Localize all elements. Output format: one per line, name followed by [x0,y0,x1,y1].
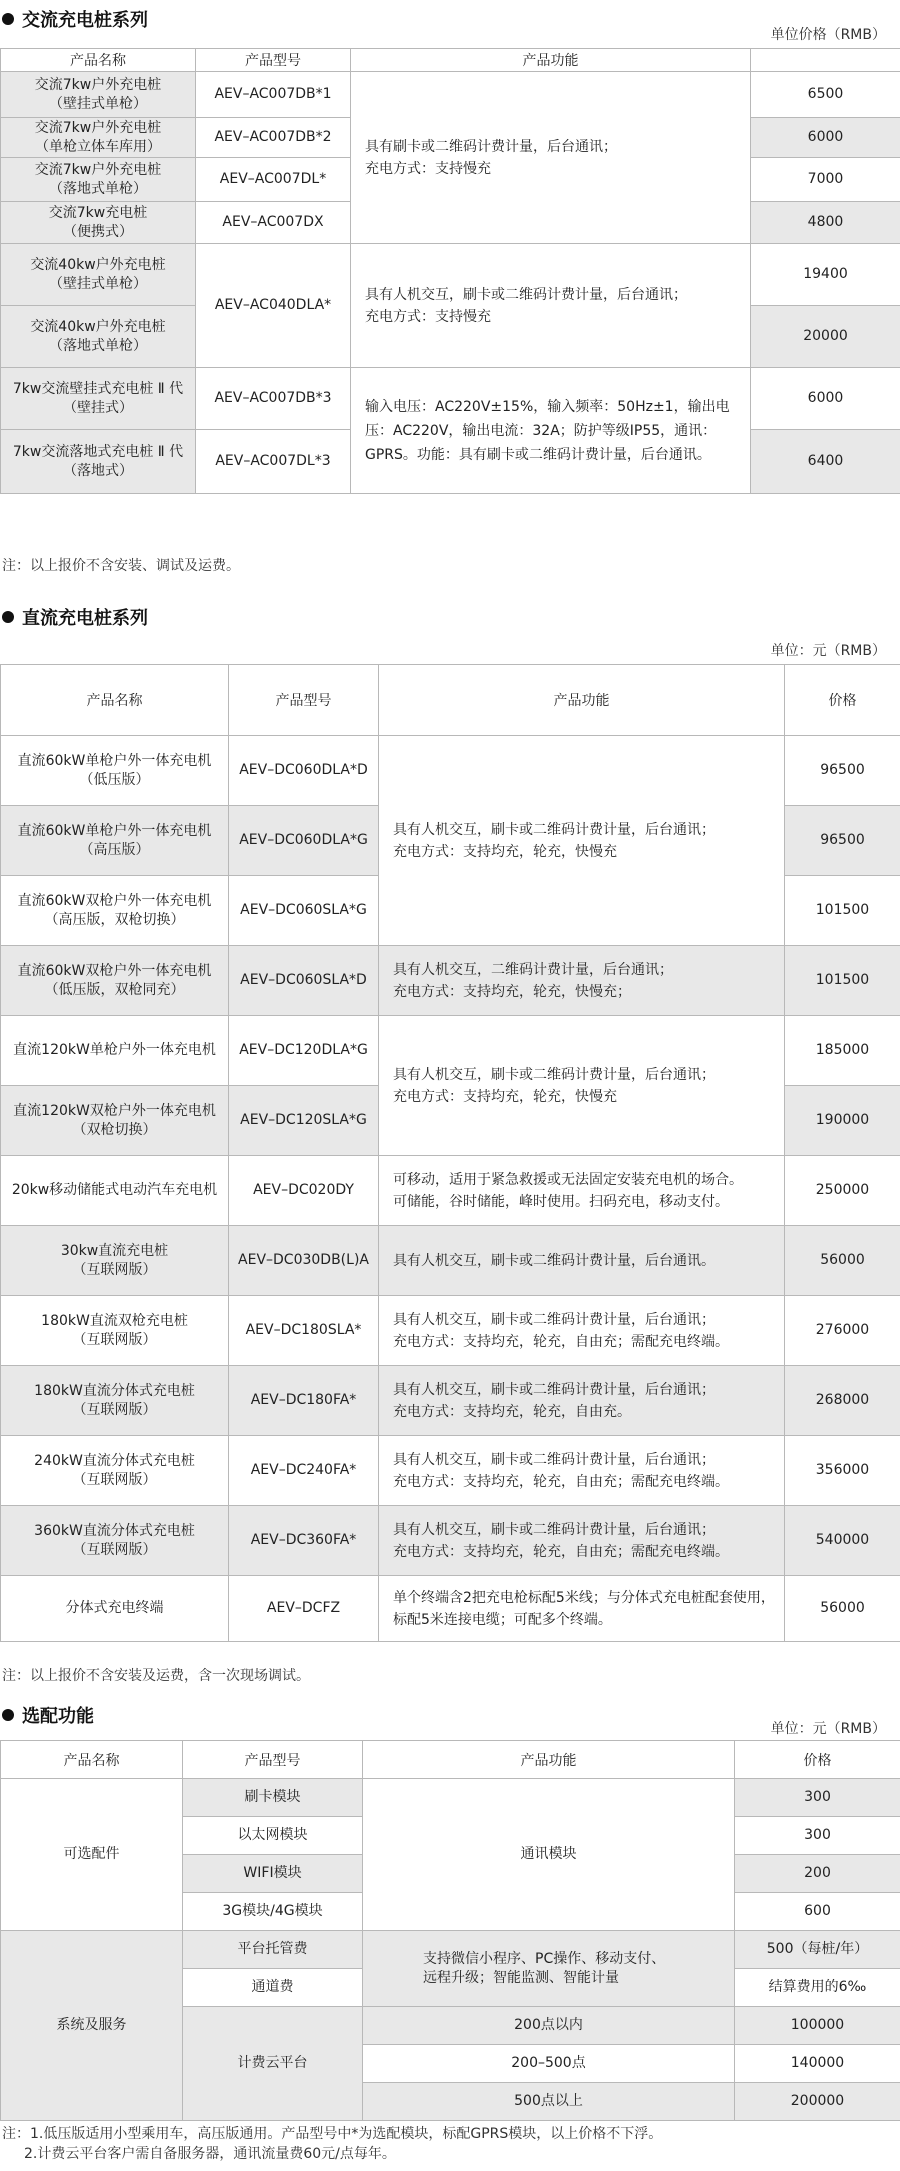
col-header: 价格 [785,665,900,736]
product-name: 交流7kw户外充电桩 （单枪立体车库用） [1,118,196,158]
product-price: 96500 [785,806,900,876]
product-function: 具有人机交互，刷卡或二维码计费计量，后台通讯； 充电方式：支持均充，轮充，自由充；需配充电终端。 [379,1436,785,1506]
product-function: 具有人机交互，刷卡或二维码计费计量，后台通讯； 充电方式：支持慢充 [351,244,751,368]
table-header-row [1,665,900,736]
opt-unit-label: 单位：元（RMB） [770,1721,886,1737]
product-name: 直流120kW双枪户外一体充电机 （双枪切换） [1,1086,229,1156]
product-model: AEV–DC240FA* [229,1436,379,1506]
product-model: AEV–DC180FA* [229,1366,379,1436]
product-model: AEV–AC040DLA* [196,244,351,368]
product-name: 7kw交流落地式充电桩 Ⅱ 代 （落地式） [1,430,196,494]
product-model: AEV–DC060DLA*D [229,736,379,806]
col-header: 产品型号 [196,49,351,72]
product-price: 6400 [751,430,900,494]
table-header-row [1,49,900,72]
product-name: 360kW直流分体式充电桩 （互联网版） [1,1506,229,1576]
product-function: 单个终端含2把充电枪标配5米线；与分体式充电桩配套使用，标配5米连接电缆；可配多个终端。 [379,1576,785,1642]
opt-note-1: 注：1.低压版适用小型乘用车，高压版通用。产品型号中*为选配模块，标配GPRS模块，以上价格不下浮。 [2,2126,663,2142]
table-row [1,1576,900,1642]
option-model: WIFI模块 [183,1855,363,1893]
option-model: 平台托管费 [183,1931,363,1969]
product-function: 具有人机交互，刷卡或二维码计费计量，后台通讯； 充电方式：支持均充，轮充，自由充；需配充电终端。 [379,1296,785,1366]
product-model: AEV–AC007DB*3 [196,368,351,430]
table-header-row [1,1741,900,1779]
table-row [1,736,900,806]
product-price: 6500 [751,72,900,118]
product-model: AEV–AC007DL*3 [196,430,351,494]
table-row [1,1226,900,1296]
product-name: 240kW直流分体式充电桩 （互联网版） [1,1436,229,1506]
cloud-range: 200–500点 [363,2045,735,2083]
table-row [1,368,900,430]
product-name: 交流40kw户外充电桩 （落地式单枪） [1,306,196,368]
product-price: 56000 [785,1226,900,1296]
col-header: 产品型号 [183,1741,363,1779]
options-table [0,1740,900,2121]
product-price: 101500 [785,946,900,1016]
option-price: 200 [735,1855,900,1893]
col-header: 产品名称 [1,49,196,72]
option-function: 通讯模块 [363,1779,735,1931]
ac-price-table [0,48,900,494]
product-price: 96500 [785,736,900,806]
col-header: 产品名称 [1,665,229,736]
product-name: 直流60kW单枪户外一体充电机 （高压版） [1,806,229,876]
product-price: 356000 [785,1436,900,1506]
product-function: 具有人机交互，二维码计费计量，后台通讯； 充电方式：支持均充，轮充，快慢充； [379,946,785,1016]
product-price: 250000 [785,1156,900,1226]
product-function: 输入电压：AC220V±15%，输入频率：50Hz±1，输出电压：AC220V，输出电流：32A；防护等级IP55，通讯：GPRS。功能：具有刷卡或二维码计费计量，后台通讯。 [351,368,751,494]
product-price: 190000 [785,1086,900,1156]
product-name: 交流7kw充电桩 （便携式） [1,202,196,244]
product-price: 56000 [785,1576,900,1642]
product-name: 20kw移动储能式电动汽车充电机 [1,1156,229,1226]
bullet-icon [2,1709,14,1721]
cloud-range: 500点以上 [363,2083,735,2121]
product-name: 直流60kW双枪户外一体充电机 （高压版，双枪切换） [1,876,229,946]
product-model: AEV–DC020DY [229,1156,379,1226]
col-header: 产品功能 [379,665,785,736]
product-name: 180kW直流分体式充电桩 （互联网版） [1,1366,229,1436]
product-name: 分体式充电终端 [1,1576,229,1642]
product-price: 276000 [785,1296,900,1366]
col-header: 产品功能 [363,1741,735,1779]
product-name: 直流60kW单枪户外一体充电机 （低压版） [1,736,229,806]
dc-section-title: 直流充电桩系列 [2,604,148,630]
product-name: 180kW直流双枪充电桩 （互联网版） [1,1296,229,1366]
col-header [751,49,900,72]
product-price: 101500 [785,876,900,946]
product-model: AEV–DC060SLA*D [229,946,379,1016]
product-price: 19400 [751,244,900,306]
cloud-range: 200点以内 [363,2007,735,2045]
product-model: AEV–DC180SLA* [229,1296,379,1366]
product-model: AEV–AC007DB*1 [196,72,351,118]
table-row [1,1296,900,1366]
option-price: 100000 [735,2007,900,2045]
product-name: 交流40kw户外充电桩 （壁挂式单枪） [1,244,196,306]
product-price: 540000 [785,1506,900,1576]
ac-note: 注：以上报价不含安装、调试及运费。 [2,558,240,574]
dc-note: 注：以上报价不含安装及运费，含一次现场调试。 [2,1668,310,1684]
table-row [1,1506,900,1576]
product-price: 7000 [751,158,900,202]
product-function: 具有人机交互，刷卡或二维码计费计量，后台通讯； 充电方式：支持均充，轮充，快慢充 [379,736,785,946]
product-name: 直流120kW单枪户外一体充电机 [1,1016,229,1086]
product-function: 具有人机交互，刷卡或二维码计费计量，后台通讯； 充电方式：支持均充，轮充，自由充。 [379,1366,785,1436]
col-header: 产品名称 [1,1741,183,1779]
option-model: 通道费 [183,1969,363,2007]
product-price: 4800 [751,202,900,244]
product-price: 20000 [751,306,900,368]
product-model: AEV–DC120DLA*G [229,1016,379,1086]
table-row [1,946,900,1016]
table-row [1,1436,900,1506]
product-function: 具有人机交互，刷卡或二维码计费计量，后台通讯； 充电方式：支持均充，轮充，快慢充 [379,1016,785,1156]
product-name: 30kw直流充电桩 （互联网版） [1,1226,229,1296]
ac-unit-label: 单位价格（RMB） [770,27,886,43]
option-price: 300 [735,1817,900,1855]
col-header: 产品型号 [229,665,379,736]
table-row [1,1779,900,1817]
product-function: 具有人机交互，刷卡或二维码计费计量，后台通讯； 充电方式：支持均充，轮充，自由充；需配充电终端。 [379,1506,785,1576]
table-row [1,244,900,306]
product-model: AEV–AC007DX [196,202,351,244]
product-name: 交流7kw户外充电桩 （壁挂式单枪） [1,72,196,118]
product-price: 268000 [785,1366,900,1436]
option-function: 支持微信小程序、PC操作、移动支付、 远程升级；智能监测、智能计量 [363,1931,735,2007]
option-price: 500（每桩/年） [735,1931,900,1969]
option-group-name: 系统及服务 [1,1931,183,2121]
product-model: AEV–AC007DL* [196,158,351,202]
table-row [1,72,900,118]
col-header: 价格 [735,1741,900,1779]
table-row [1,1931,900,1969]
product-price: 6000 [751,118,900,158]
opt-section-title: 选配功能 [2,1702,94,1728]
opt-note-2: 2.计费云平台客户需自备服务器，通讯流量费60元/点每年。 [24,2146,396,2162]
option-model: 刷卡模块 [183,1779,363,1817]
option-price: 600 [735,1893,900,1931]
dc-price-table [0,664,900,1642]
product-price: 6000 [751,368,900,430]
option-price: 结算费用的6‰ [735,1969,900,2007]
option-price: 140000 [735,2045,900,2083]
col-header: 产品功能 [351,49,751,72]
product-model: AEV–DC030DB(L)A [229,1226,379,1296]
dc-unit-label: 单位：元（RMB） [770,643,886,659]
product-function: 具有刷卡或二维码计费计量，后台通讯； 充电方式：支持慢充 [351,72,751,244]
product-function: 可移动，适用于紧急救援或无法固定安装充电机的场合。 可储能，谷时储能，峰时使用。扫码充电，移动支付。 [379,1156,785,1226]
bullet-icon [2,611,14,623]
product-name: 直流60kW双枪户外一体充电机 （低压版，双枪同充） [1,946,229,1016]
table-row [1,1366,900,1436]
product-name: 7kw交流壁挂式充电桩 Ⅱ 代 （壁挂式） [1,368,196,430]
product-model: AEV–DC120SLA*G [229,1086,379,1156]
product-model: AEV–AC007DB*2 [196,118,351,158]
product-function: 具有人机交互，刷卡或二维码计费计量，后台通讯。 [379,1226,785,1296]
table-row [1,1156,900,1226]
option-price: 200000 [735,2083,900,2121]
product-model: AEV–DC360FA* [229,1506,379,1576]
option-model: 计费云平台 [183,2007,363,2121]
product-price: 185000 [785,1016,900,1086]
product-name: 交流7kw户外充电桩 （落地式单枪） [1,158,196,202]
bullet-icon [2,13,14,25]
table-row [1,1016,900,1086]
option-price: 300 [735,1779,900,1817]
ac-section-title: 交流充电桩系列 [2,6,148,32]
option-model: 以太网模块 [183,1817,363,1855]
product-model: AEV–DCFZ [229,1576,379,1642]
product-model: AEV–DC060DLA*G [229,806,379,876]
option-group-name: 可选配件 [1,1779,183,1931]
option-model: 3G模块/4G模块 [183,1893,363,1931]
product-model: AEV–DC060SLA*G [229,876,379,946]
